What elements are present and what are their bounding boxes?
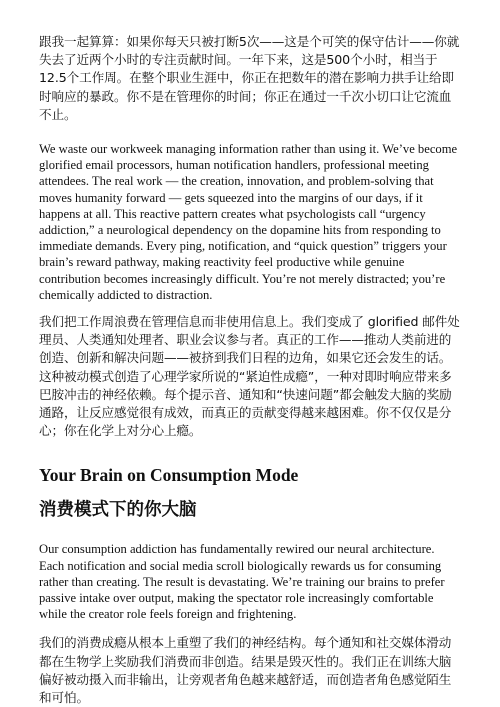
paragraph-en-workweek: We waste our workweek managing information rather than using it. We’ve become glorified email processors, human notification handlers, professional meeting attendees. The real work — the creation, innovation, and problem-solving that moves humanity forward — gets squeezed into the margins of our days, if it happens at all. This reactive pattern creates what psychologists call “urgency addiction,” a neurological dependency on the dopamine hits from responding to immediate demands. Every ping, notification, and “quick question” triggers your brain’s reward pathway, making reactivity feel productive while genuine contribution becomes increasingly difficult. You’re not merely distracted; you’re chemically addicted to distraction. xyxy=(39,142,458,302)
section-heading-zh: 消费模式下的你大脑 xyxy=(39,500,197,521)
document-page xyxy=(39,33,461,707)
paragraph-en-consumption: Our consumption addiction has fundamentally rewired our neural architecture. Each notification and social media scroll biologically rewards us for consuming rather than creating. The result is devastating. We’re training our brains to prefer passive intake over output, making the spectator role increasingly comfortable while the creator role feels foreign and frightening. xyxy=(39,542,445,622)
paragraph-zh-interruptions: 跟我一起算算：如果你每天只被打断5次——这是个可笑的保守估计——你就失去了近两个小时的专注贡献时间。一年下来，这是500个小时，相当于12.5个工作周。在整个职业生涯中，你正在把数年的潜在影响力拱手让给即时响应的暴政。你不是在管理你的时间；你正在通过一千次小切口让它流血不止。 xyxy=(39,34,460,122)
paragraph-zh-workweek: 我们把工作周浪费在管理信息而非使用信息上。我们变成了 glorified 邮件处理员、人类通知处理者、职业会议参与者。真正的工作——推动人类前进的创造、创新和解决问题——被挤到我们日程的边角，如果它还会发生的话。这种被动模式创造了心理学家所说的“紧迫性成瘾”，一种对即时响应带来多巴胺冲击的神经依赖。每个提示音、通知和“快速问题”都会触发大脑的奖励通路，让反应感觉很有成效，而真正的贡献变得越来越困难。你不仅仅是分心；你在化学上对分心上瘾。 xyxy=(39,314,460,439)
section-heading-en: Your Brain on Consumption Mode xyxy=(39,465,299,486)
paragraph-zh-consumption: 我们的消费成瘾从根本上重塑了我们的神经结构。每个通知和社交媒体滑动都在生物学上奖励我们消费而非创造。结果是毁灭性的。我们正在训练大脑偏好被动摄入而非输出，让旁观者角色越来越舒适，而创造者角色感觉陌生和可怕。 xyxy=(39,635,452,706)
